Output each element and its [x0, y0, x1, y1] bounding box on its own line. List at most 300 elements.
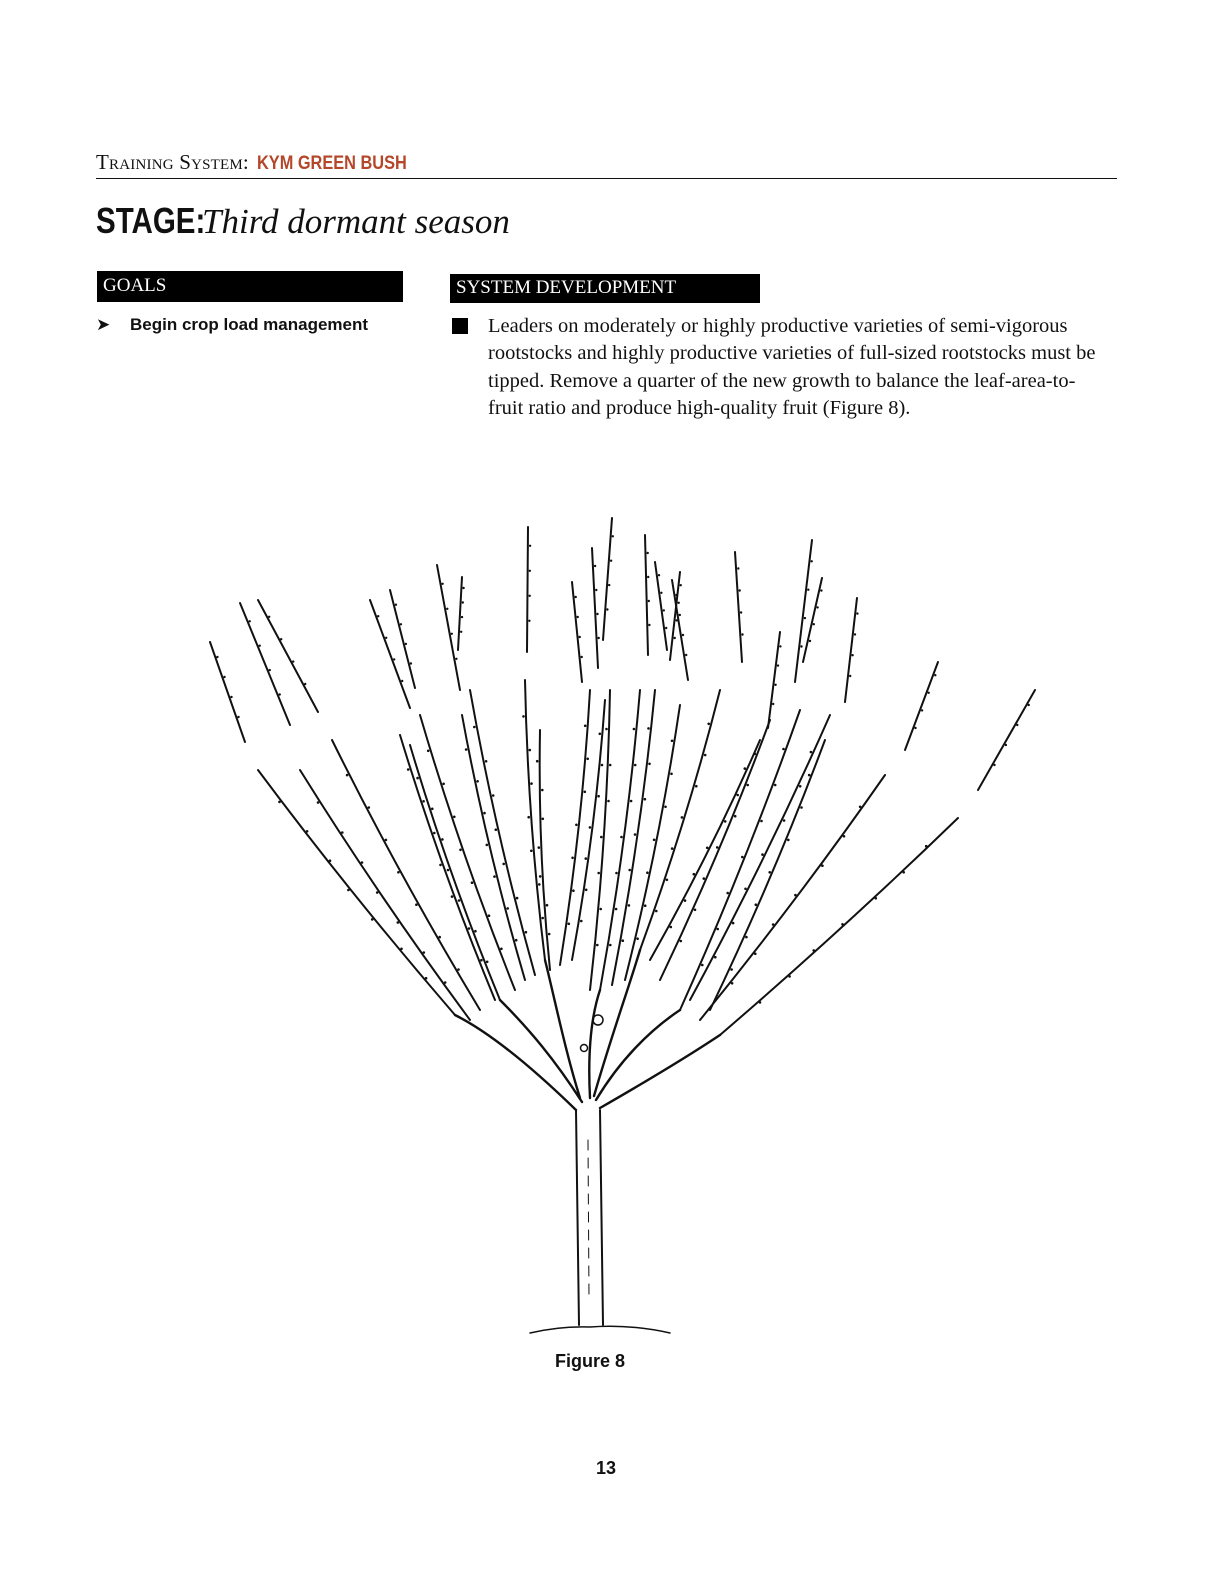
bud — [527, 816, 530, 819]
pruned-tip — [437, 565, 460, 690]
bud — [407, 768, 410, 771]
bud — [575, 824, 578, 827]
bud — [740, 611, 742, 613]
bud — [647, 576, 649, 578]
tree-illustration — [190, 478, 1070, 1338]
bud — [538, 883, 541, 886]
bud — [493, 875, 496, 878]
bud — [400, 623, 402, 625]
bud — [385, 839, 388, 842]
system-development-text: Leaders on moderately or highly productive varieties of semi-vigorous rootstocks and highly productive varieties of full-sized rootstocks must be tipped. Remove a quarter of the new growth to balance the leaf-area-to-fruit ratio and produce high-quality fruit (Figure 8). — [488, 315, 1096, 419]
bud — [400, 948, 403, 951]
bud — [438, 936, 441, 939]
pruned-tip — [370, 600, 410, 708]
bud — [581, 656, 583, 658]
bud — [849, 675, 851, 677]
bud — [783, 819, 786, 822]
bud — [760, 820, 763, 823]
bud — [223, 676, 225, 678]
bud — [703, 877, 706, 880]
bud — [787, 839, 790, 842]
bud — [671, 740, 674, 743]
bud — [495, 828, 498, 831]
bud — [734, 815, 737, 818]
bud — [841, 923, 844, 926]
bud — [458, 899, 461, 902]
bud — [539, 875, 542, 878]
pruned-tip — [978, 690, 1035, 790]
bud — [471, 881, 474, 884]
shoot — [572, 700, 605, 960]
shoot — [625, 705, 680, 980]
pruned-tip — [390, 590, 415, 688]
bud — [663, 609, 665, 611]
bud — [269, 669, 271, 671]
bud — [306, 830, 309, 833]
bud — [594, 565, 596, 567]
bud — [1028, 704, 1030, 706]
bud — [736, 794, 739, 797]
bud — [433, 832, 436, 835]
bud — [584, 791, 587, 794]
bud — [674, 637, 676, 639]
bud — [465, 748, 468, 751]
bud — [397, 871, 400, 874]
bud — [486, 844, 489, 847]
bud — [597, 795, 600, 798]
shoot — [710, 740, 825, 1010]
bud — [548, 933, 551, 936]
pruned-tip — [210, 642, 245, 742]
bud — [528, 620, 530, 622]
scaffold-branch — [545, 960, 580, 1098]
bud — [681, 816, 684, 819]
bud — [633, 728, 636, 731]
pruned-tip — [527, 527, 528, 652]
bud — [529, 595, 531, 597]
bud — [622, 939, 625, 942]
bud — [431, 808, 434, 811]
bud — [634, 764, 637, 767]
shoot — [650, 740, 760, 960]
bud — [422, 800, 425, 803]
arrow-bullet-icon: ➤ — [96, 315, 111, 335]
bud — [455, 658, 457, 660]
pruned-tip — [845, 598, 857, 702]
system-development-heading: SYSTEM DEVELOPMENT — [450, 274, 760, 303]
bud — [679, 614, 681, 616]
bud — [745, 936, 748, 939]
bud — [744, 888, 747, 891]
bud — [461, 616, 463, 618]
bud — [529, 749, 532, 752]
bud — [395, 604, 397, 606]
bud — [744, 767, 747, 770]
bud — [492, 794, 495, 797]
bud — [279, 693, 281, 695]
bud — [609, 944, 612, 947]
bud — [237, 716, 239, 718]
bud — [609, 764, 612, 767]
bud — [670, 773, 673, 776]
goal-text: Begin crop load management — [130, 315, 369, 334]
bud — [676, 619, 678, 621]
bud — [648, 600, 650, 602]
bud — [610, 560, 612, 562]
shoot — [720, 818, 958, 1035]
bud — [1016, 724, 1018, 726]
bud — [800, 806, 803, 809]
bud — [488, 914, 491, 917]
bud — [788, 975, 791, 978]
bud — [546, 904, 549, 907]
bud — [615, 872, 618, 875]
bud — [648, 763, 651, 766]
bud — [809, 640, 811, 642]
bud — [1005, 744, 1007, 746]
bud — [774, 684, 776, 686]
bud — [666, 879, 669, 882]
bud — [530, 782, 533, 785]
bud — [813, 623, 815, 625]
bud — [451, 633, 453, 635]
trunk-outline — [600, 1110, 603, 1325]
bud — [483, 812, 486, 815]
bud — [754, 753, 757, 756]
bud — [529, 570, 531, 572]
shoot — [640, 690, 720, 950]
bud — [804, 617, 806, 619]
ground-line — [530, 1326, 670, 1333]
bud — [597, 872, 600, 875]
trunk-outline — [576, 1110, 579, 1325]
bud — [843, 835, 846, 838]
bud — [808, 774, 811, 777]
bud — [522, 715, 525, 718]
bud — [444, 981, 447, 984]
shoot — [680, 710, 800, 1010]
bud — [292, 660, 294, 662]
bud — [585, 857, 588, 860]
bud — [782, 748, 785, 751]
bud — [925, 845, 928, 848]
bud — [655, 910, 658, 913]
bud — [361, 861, 364, 864]
bud — [486, 961, 489, 964]
bud — [726, 892, 729, 895]
bud — [680, 584, 682, 586]
bud — [607, 800, 610, 803]
bud — [541, 789, 544, 792]
tree-drawing — [190, 478, 1070, 1338]
bud — [772, 923, 775, 926]
bud — [577, 616, 579, 618]
knot — [593, 1015, 603, 1025]
bud — [794, 894, 797, 897]
bud — [529, 545, 531, 547]
bud — [405, 643, 407, 645]
bud — [684, 899, 687, 902]
bud — [716, 846, 719, 849]
bud — [685, 654, 687, 656]
bud — [259, 645, 261, 647]
bud — [425, 977, 428, 980]
bud — [859, 806, 862, 809]
shoot — [660, 720, 770, 980]
bud — [371, 918, 374, 921]
bud — [595, 589, 597, 591]
bud — [754, 953, 757, 956]
bud — [807, 589, 809, 591]
bud — [476, 780, 479, 783]
pruned-tip — [603, 518, 612, 640]
bud — [820, 589, 822, 591]
trunk-detail — [588, 1140, 589, 1300]
bud — [755, 903, 758, 906]
bud — [447, 869, 450, 872]
bud — [746, 784, 749, 787]
bud — [480, 959, 483, 962]
bud — [474, 930, 477, 933]
bud — [741, 633, 743, 635]
bud — [485, 760, 488, 763]
pruned-tip — [655, 562, 667, 650]
bud — [620, 836, 623, 839]
bud — [706, 847, 709, 850]
bud — [779, 645, 781, 647]
bud — [606, 608, 608, 610]
bud — [671, 847, 674, 850]
bud — [460, 631, 462, 633]
bud — [596, 613, 598, 615]
bud — [605, 728, 608, 731]
bud — [451, 895, 454, 898]
bud — [628, 869, 631, 872]
bud — [462, 587, 464, 589]
pruned-tip — [258, 600, 318, 712]
bud — [761, 853, 764, 856]
bud — [393, 658, 395, 660]
pruned-tip — [905, 662, 938, 750]
bud — [644, 904, 647, 907]
bud — [658, 574, 660, 576]
bud — [716, 928, 719, 931]
bud — [427, 750, 430, 753]
bud — [515, 939, 518, 942]
stage-heading — [96, 200, 510, 242]
bud — [660, 592, 662, 594]
bud — [575, 596, 577, 598]
bud — [423, 951, 426, 954]
pruned-tip — [572, 582, 582, 682]
bud — [536, 760, 539, 763]
bud — [724, 820, 727, 823]
bud — [385, 637, 387, 639]
bud — [902, 871, 905, 874]
bud — [341, 831, 344, 834]
bud — [648, 624, 650, 626]
bud — [462, 601, 464, 603]
bud — [730, 968, 733, 971]
bud — [579, 636, 581, 638]
bud — [811, 560, 813, 562]
bud — [856, 612, 858, 614]
bud — [928, 692, 930, 694]
page-number: 13 — [595, 1458, 617, 1478]
bud — [600, 836, 603, 839]
bud — [707, 723, 710, 726]
bud — [506, 907, 509, 910]
bud — [693, 873, 696, 876]
scaffold-branch — [600, 1035, 720, 1108]
bud — [280, 638, 282, 640]
header-colon: : — [242, 150, 249, 174]
bud — [599, 908, 602, 911]
bud — [530, 850, 533, 853]
bud — [541, 917, 544, 920]
bud — [993, 764, 995, 766]
scaffold-branch — [500, 1000, 582, 1102]
bud — [759, 1001, 762, 1004]
bud — [646, 871, 649, 874]
bud — [678, 602, 680, 604]
bud — [376, 891, 379, 894]
bud — [568, 923, 571, 926]
bud — [714, 956, 717, 959]
header-system-name: KYM GREEN BUSH — [256, 153, 407, 174]
running-header — [96, 150, 1117, 179]
bud — [701, 964, 704, 967]
bud — [768, 871, 771, 874]
bud — [401, 680, 403, 682]
bud — [731, 982, 734, 985]
bud — [249, 620, 251, 622]
bud — [630, 800, 633, 803]
bud — [230, 696, 232, 698]
bud — [739, 589, 741, 591]
bud — [542, 818, 545, 821]
bud — [810, 751, 813, 754]
stage-label: STAGE: — [96, 200, 206, 241]
bud — [268, 616, 270, 618]
bud — [442, 783, 445, 786]
bud — [304, 683, 306, 685]
bud — [670, 926, 673, 929]
bud — [647, 727, 650, 730]
bud — [585, 889, 588, 892]
stage-value: Third dormant season — [202, 202, 510, 241]
bud — [377, 615, 379, 617]
bud — [473, 726, 476, 729]
bud — [439, 864, 442, 867]
knot — [581, 1045, 588, 1052]
bud — [601, 764, 604, 767]
bud — [664, 806, 667, 809]
bud — [538, 846, 541, 849]
bud — [584, 725, 587, 728]
pruned-tip — [768, 632, 780, 728]
bud — [571, 857, 574, 860]
bud — [278, 801, 281, 804]
shoot — [560, 690, 590, 965]
bud — [732, 922, 735, 925]
bud — [500, 948, 503, 951]
bud — [608, 584, 610, 586]
pruned-tip — [240, 603, 290, 725]
bud — [653, 839, 656, 842]
bud — [695, 785, 698, 788]
bud — [586, 758, 589, 761]
bud — [457, 968, 460, 971]
goals-heading: GOALS — [97, 271, 403, 302]
bud — [415, 903, 418, 906]
bud — [453, 816, 456, 819]
bud — [216, 656, 218, 658]
square-bullet-icon — [452, 318, 468, 334]
bud — [821, 864, 824, 867]
bud — [397, 921, 400, 924]
bud — [644, 798, 647, 801]
bud — [459, 849, 462, 852]
bud — [347, 889, 350, 892]
bud — [317, 801, 320, 804]
bud — [737, 567, 739, 569]
bud — [446, 608, 448, 610]
bud — [416, 777, 419, 780]
bud — [599, 733, 602, 736]
pruned-tip — [458, 577, 462, 650]
bud — [934, 674, 936, 676]
bud — [634, 833, 637, 836]
bud — [441, 838, 444, 841]
bud — [468, 927, 471, 930]
bud — [682, 634, 684, 636]
bud — [516, 897, 519, 900]
bud — [589, 826, 592, 829]
header-label: Training System — [96, 150, 243, 174]
bud — [851, 654, 853, 656]
bud — [647, 552, 649, 554]
bud — [636, 937, 639, 940]
bud — [694, 909, 697, 912]
bud — [596, 944, 599, 947]
bud — [777, 664, 779, 666]
figure-caption: Figure 8 — [554, 1351, 625, 1371]
bud — [799, 785, 802, 788]
bud — [704, 754, 707, 757]
bud — [612, 535, 614, 537]
bud — [502, 863, 505, 866]
bud — [741, 856, 744, 859]
bud — [665, 627, 667, 629]
bud — [615, 908, 618, 911]
bud — [854, 633, 856, 635]
scaffold-branch — [594, 950, 640, 1096]
bud — [875, 897, 878, 900]
bud — [441, 583, 443, 585]
bud — [914, 727, 916, 729]
bud — [346, 774, 349, 777]
bud — [368, 806, 371, 809]
bud — [329, 859, 332, 862]
bud — [598, 637, 600, 639]
bud — [410, 662, 412, 664]
bud — [580, 920, 583, 923]
bud — [921, 709, 923, 711]
bud — [572, 889, 575, 892]
bud — [628, 904, 631, 907]
bud — [680, 940, 683, 943]
